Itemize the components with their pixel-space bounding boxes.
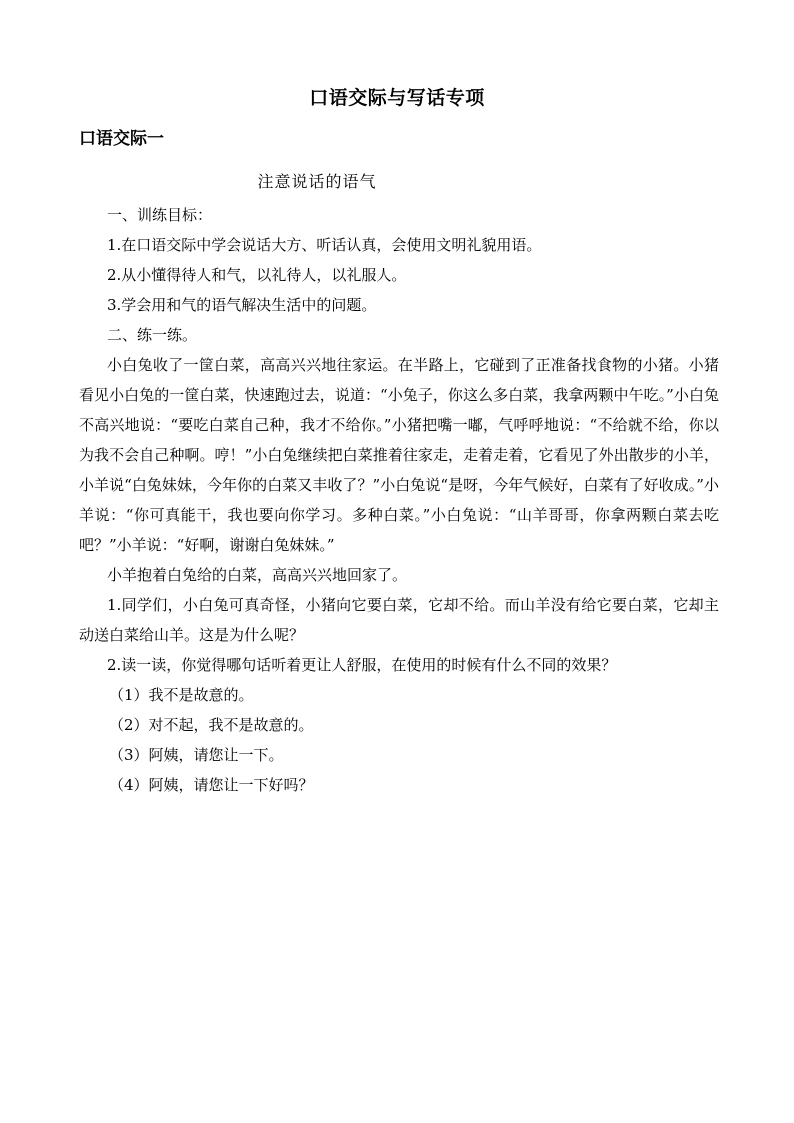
lesson-body (79, 200, 719, 800)
goal-item: 2.从小懂得待人和气，以礼待人，以礼服人。 (107, 266, 407, 284)
practice-heading: 二、练一练。 (107, 326, 198, 344)
story-ending: 小羊抱着白兔给的白菜，高高兴兴地回家了。 (107, 566, 408, 584)
section-heading: 口语交际一 (79, 129, 164, 149)
option-item: （4）阿姨，请您让一下好吗？ (109, 776, 314, 794)
goal-item: 3.学会用和气的语气解决生活中的问题。 (107, 296, 377, 314)
option-item: （3）阿姨，请您让一下。 (109, 746, 284, 764)
option-item: （2）对不起，我不是故意的。 (109, 716, 314, 734)
goals-heading: 一、训练目标： (107, 206, 213, 224)
story-paragraph: 小白兔收了一筐白菜，高高兴兴地往家运。在半路上，它碰到了正准备找食物的小猪。小猪看见小白兔的一筐白菜，快速跑过去，说道：“小兔子，你这么多白菜，我拿两颗中午吃。”小白兔不高兴地说：“要吃白菜自己种，我才不给你。”小猪把嘴一嘟，气呼呼地说：“不给就不给，你以为我不会自己种啊。哼！”小白兔继续把白菜推着往家走，走着走着，它看见了外出散步的小羊，小羊说“白兔妹妹，今年你的白菜又丰收了？”小白兔说“是呀，今年气候好，白菜有了好收成。”小羊说：“你可真能干，我也要向你学习。多种白菜。”小白兔说：“山羊哥哥，你拿两颗白菜去吃吧？”小羊说：“好啊，谢谢白兔妹妹。” (79, 356, 719, 554)
document-title: 口语交际与写话专项 (309, 87, 485, 109)
goal-item: 1.在口语交际中学会说话大方、听话认真，会使用文明礼貌用语。 (107, 236, 542, 254)
question-2: 2.读一读，你觉得哪句话听着更让人舒服，在使用的时候有什么不同的效果？ (107, 656, 617, 674)
question-1: 1.同学们，小白兔可真奇怪，小猪向它要白菜，它却不给。而山羊没有给它要白菜，它却主动送白菜给山羊。这是为什么呢？ (79, 596, 719, 644)
lesson-title: 注意说话的语气 (257, 172, 377, 191)
option-item: （1）我不是故意的。 (109, 686, 254, 704)
